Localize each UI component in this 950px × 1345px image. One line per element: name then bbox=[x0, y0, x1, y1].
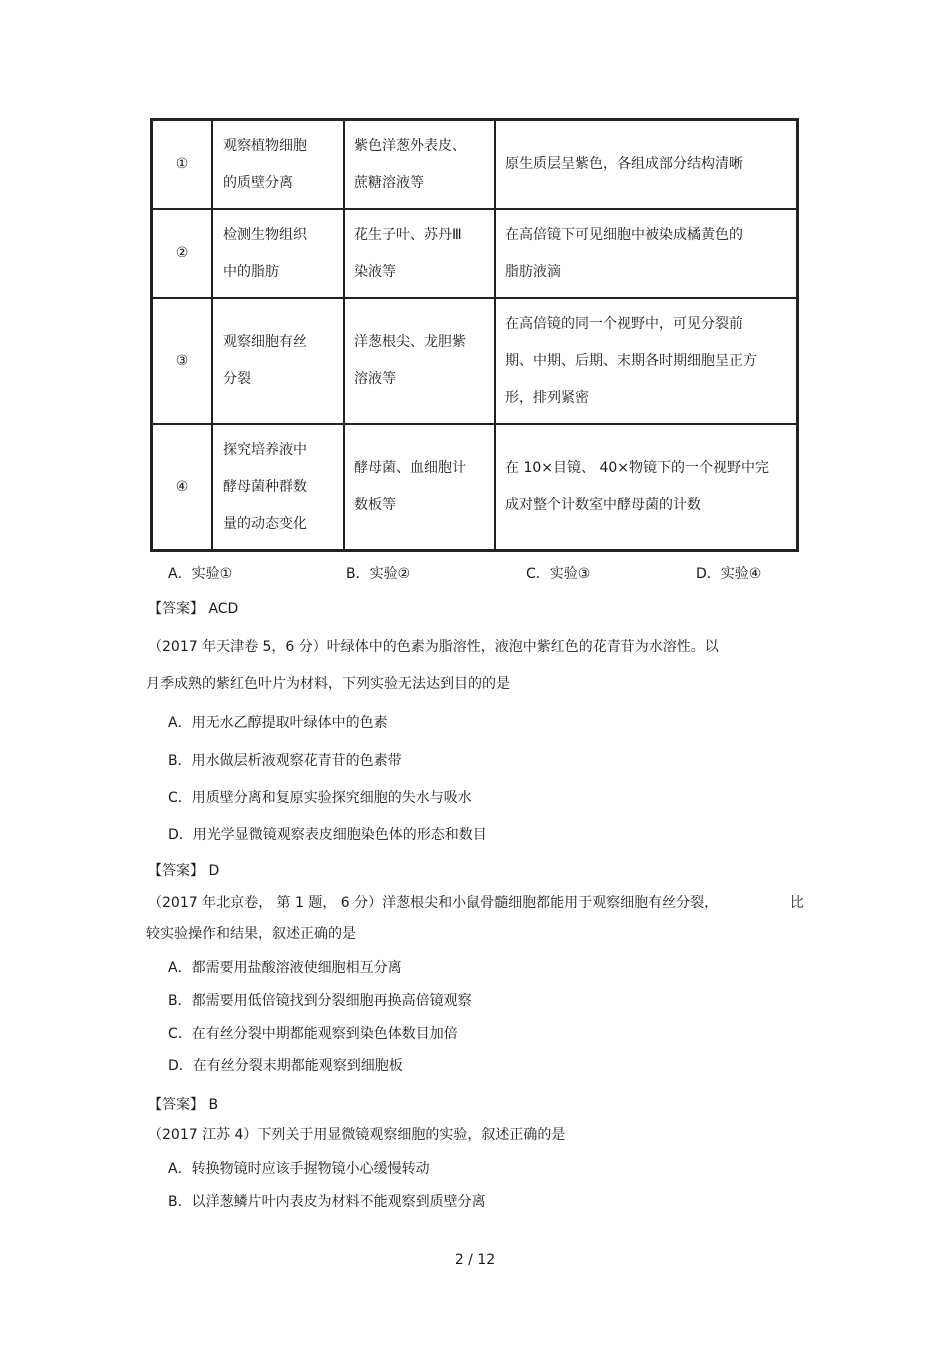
text-line: 期、中期、后期、末期各时期细胞呈正方 bbox=[505, 352, 757, 369]
question-stem: 月季成熟的紫红色叶片为材料，下列实验无法达到目的的是 bbox=[146, 676, 510, 692]
experiment-name-cell bbox=[212, 298, 344, 424]
table-row bbox=[152, 209, 798, 298]
question-stem-tail: 比 bbox=[790, 895, 804, 911]
text-line: 原生质层呈紫色，各组成部分结构清晰 bbox=[505, 156, 743, 172]
result-cell bbox=[495, 209, 798, 298]
result-cell bbox=[495, 424, 798, 551]
option-b: B．都需要用低倍镜找到分裂细胞再换高倍镜观察 bbox=[168, 993, 472, 1009]
text-line: 染液等 bbox=[354, 263, 396, 280]
text-line: 蔗糖溶液等 bbox=[354, 174, 424, 191]
option-d: D．实验④ bbox=[696, 566, 762, 582]
text-line: 成对整个计数室中酵母菌的计数 bbox=[505, 497, 701, 513]
option-c: C．在有丝分裂中期都能观察到染色体数目加倍 bbox=[168, 1026, 458, 1042]
experiment-name-cell bbox=[212, 424, 344, 551]
material-cell bbox=[344, 209, 495, 298]
question-stem: （2017 江苏 4）下列关于用显微镜观察细胞的实验，叙述正确的是 bbox=[148, 1127, 566, 1143]
text-line: 酵母菌、血细胞计 bbox=[354, 460, 466, 476]
option-a: A．实验① bbox=[168, 566, 233, 582]
text-line: 的质壁分离 bbox=[223, 174, 293, 191]
material-cell bbox=[344, 424, 495, 551]
option-c: C．用质壁分离和复原实验探究细胞的失水与吸水 bbox=[168, 790, 472, 806]
question-stem: （2017 年天津卷 5，6 分）叶绿体中的色素为脂溶性，液泡中紫红色的花青苷为水溶性。以 bbox=[148, 639, 719, 655]
text-line: 形，排列紧密 bbox=[505, 389, 589, 406]
experiment-name-cell bbox=[212, 209, 344, 298]
page-number: 2 / 12 bbox=[454, 1252, 496, 1268]
answer-label: 【答案】 B bbox=[148, 1097, 219, 1113]
text-line: 检测生物组织 bbox=[223, 226, 307, 243]
text-line: 中的脂肪 bbox=[223, 263, 279, 280]
text-line: 在高倍镜下可见细胞中被染成橘黄色的 bbox=[505, 226, 743, 243]
result-cell bbox=[495, 298, 798, 424]
text-line: 探究培养液中 bbox=[223, 441, 307, 458]
text-line: 酵母菌种群数 bbox=[223, 478, 307, 495]
option-b: B．用水做层析液观察花青苷的色素带 bbox=[168, 753, 402, 769]
text-line: 花生子叶、苏丹Ⅲ bbox=[354, 226, 462, 243]
row-index: ① bbox=[152, 120, 213, 210]
text-line: 分裂 bbox=[223, 371, 251, 387]
text-line: 观察细胞有丝 bbox=[223, 334, 307, 350]
question-stem: 较实验操作和结果，叙述正确的是 bbox=[146, 926, 356, 942]
table-row bbox=[152, 424, 798, 551]
text-line: 洋葱根尖、龙胆紫 bbox=[354, 334, 466, 350]
text-line: 数板等 bbox=[354, 497, 396, 513]
answer-label: 【答案】 D bbox=[148, 863, 220, 879]
option-c: C．实验③ bbox=[526, 566, 591, 582]
option-a: A．转换物镜时应该手握物镜小心缓慢转动 bbox=[168, 1161, 430, 1177]
option-d: D．在有丝分裂末期都能观察到细胞板 bbox=[168, 1058, 403, 1074]
answer-label: 【答案】 ACD bbox=[148, 601, 239, 617]
row-index: ④ bbox=[152, 424, 213, 551]
option-d: D．用光学显微镜观察表皮细胞染色体的形态和数目 bbox=[168, 827, 487, 843]
text-line: 在 10×目镜、 40×物镜下的一个视野中完 bbox=[505, 460, 769, 476]
table-row bbox=[152, 298, 798, 424]
text-line: 紫色洋葱外表皮、 bbox=[354, 137, 466, 154]
experiment-name-cell bbox=[212, 120, 344, 210]
option-b: B．以洋葱鳞片叶内表皮为材料不能观察到质壁分离 bbox=[168, 1194, 486, 1210]
option-a: A．都需要用盐酸溶液使细胞相互分离 bbox=[168, 960, 402, 976]
text-line: 脂肪液滴 bbox=[505, 263, 561, 280]
material-cell bbox=[344, 298, 495, 424]
row-index: ② bbox=[152, 209, 213, 298]
option-b: B．实验② bbox=[346, 566, 411, 582]
material-cell bbox=[344, 120, 495, 210]
text-line: 溶液等 bbox=[354, 371, 396, 387]
row-index: ③ bbox=[152, 298, 213, 424]
q1-options bbox=[168, 563, 788, 583]
experiment-table bbox=[150, 118, 799, 552]
text-line: 在高倍镜的同一个视野中，可见分裂前 bbox=[505, 315, 743, 332]
option-a: A．用无水乙醇提取叶绿体中的色素 bbox=[168, 715, 388, 731]
text-line: 量的动态变化 bbox=[223, 515, 307, 532]
text-line: 观察植物细胞 bbox=[223, 137, 307, 154]
question-stem: （2017 年北京卷， 第 1 题， 6 分）洋葱根尖和小鼠骨髓细胞都能用于观察细胞有丝分裂， bbox=[148, 895, 719, 911]
result-cell bbox=[495, 120, 798, 210]
table-row bbox=[152, 120, 798, 210]
